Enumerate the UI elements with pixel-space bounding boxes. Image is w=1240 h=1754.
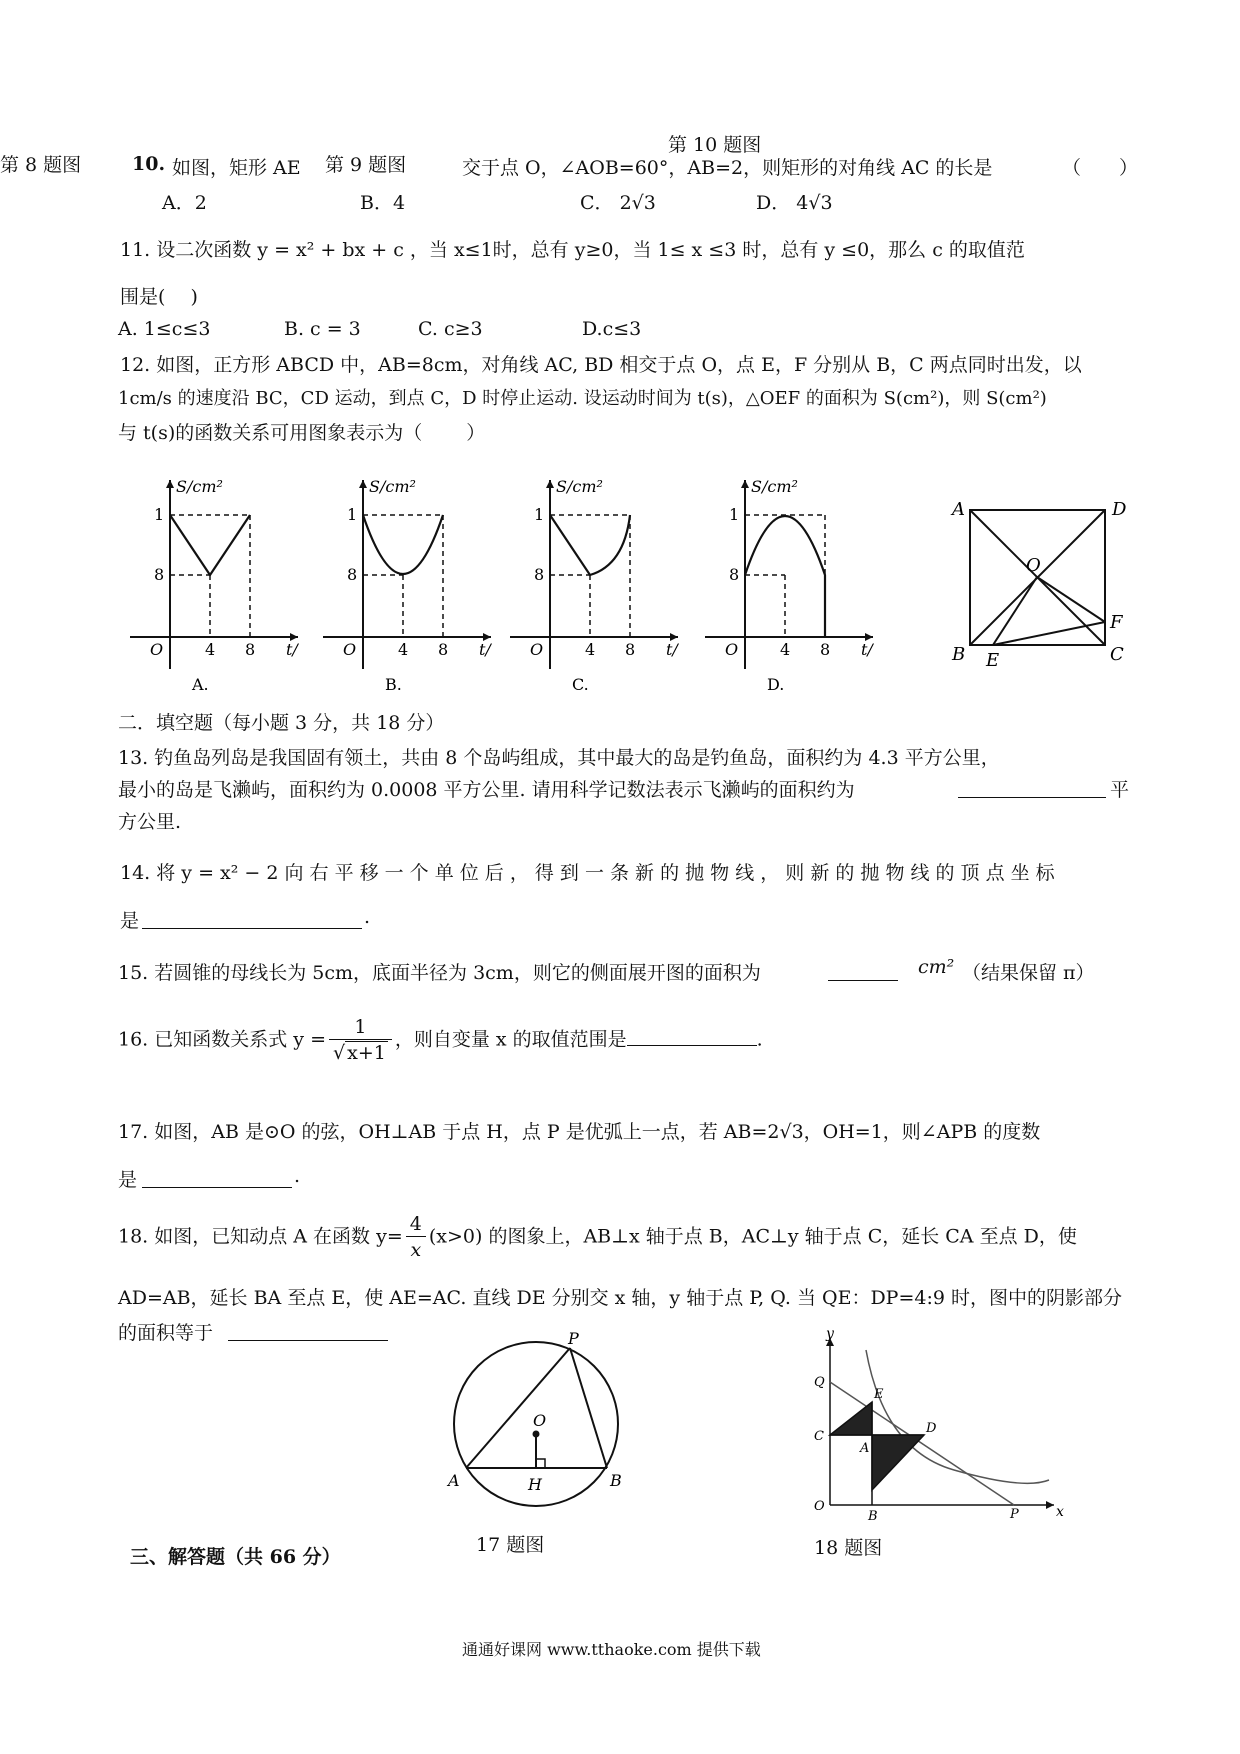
- q10-stem-b: 交于点 O，∠AOB=60°，AB=2，则矩形的对角线 AC 的长是: [462, 157, 993, 179]
- q16-post: ，则自变量 x 的取值范围是: [394, 1028, 627, 1051]
- q11-line2: 围是( ): [120, 286, 198, 308]
- q10-option-b: B．4: [360, 192, 406, 214]
- graph-origin: O: [530, 640, 544, 659]
- q18-line3: 的面积等于: [118, 1322, 214, 1344]
- q17-line2: 是: [118, 1169, 138, 1191]
- fig18-label-e: E: [874, 1387, 884, 1402]
- square-label-f: F: [1110, 612, 1123, 633]
- graph-origin: O: [725, 640, 739, 659]
- graph-xlabel: t/: [286, 640, 298, 659]
- q13-line2-end: 平: [1110, 779, 1130, 801]
- q12-graphs: [120, 470, 1140, 710]
- graph-option-label: A.: [192, 675, 209, 694]
- q18-fraction: [406, 1212, 426, 1263]
- q12-graph-d: [705, 477, 874, 694]
- graph-ylabel: S/cm²: [751, 477, 798, 496]
- graph-y-tick-top: 1: [729, 505, 740, 524]
- graph-ylabel: S/cm²: [176, 477, 223, 496]
- figure-18: [804, 1330, 1064, 1530]
- section-3-title: 三、解答题（共 66 分）: [130, 1546, 341, 1568]
- page-footer: 通通好课网 www.tthaoke.com 提供下载: [462, 1640, 761, 1659]
- fig18-label-b: B: [868, 1509, 878, 1524]
- graph-option-label: D.: [767, 675, 785, 694]
- graph-x-tick-8: 8: [625, 640, 636, 659]
- q18-line1: [118, 1212, 1077, 1263]
- q12-line3: 与 t(s)的函数关系可用图象表示为（ ）: [118, 422, 486, 444]
- q13-answer-blank[interactable]: [958, 779, 1106, 798]
- q16-answer-blank[interactable]: [627, 1027, 757, 1046]
- fig17-label-o: O: [533, 1411, 547, 1430]
- fig18-label-p: P: [1010, 1507, 1019, 1522]
- fig17-label-b: B: [610, 1471, 622, 1490]
- q18-denominator: x: [410, 1239, 422, 1261]
- fig18-label-q: Q: [814, 1375, 825, 1390]
- q12-graph-c: [510, 477, 679, 694]
- q15-text: 15. 若圆锥的母线长为 5cm，底面半径为 3cm，则它的侧面展开图的面积为: [118, 962, 761, 984]
- graph-x-tick-8: 8: [820, 640, 831, 659]
- q16-denominator: x+1: [347, 1042, 386, 1064]
- graph-origin: O: [343, 640, 357, 659]
- square-label-a: A: [952, 499, 965, 520]
- section-2-title: 二．填空题（每小题 3 分，共 18 分）: [118, 712, 445, 734]
- q14-line2-end: .: [364, 906, 371, 928]
- question-16: [118, 1015, 763, 1066]
- fig8-caption: 第 8 题图: [0, 154, 82, 176]
- fig10-caption: 第 10 题图: [668, 134, 762, 156]
- fig9-caption: 第 9 题图: [325, 154, 407, 176]
- q14-line1: 14. 将 y = x² − 2 向 右 平 移 一 个 单 位 后 ， 得 到 一 条 新 的 抛 物 线 ， 则 新 的 抛 物 线 的 顶 点 坐 标: [120, 862, 1055, 884]
- q18-pre: 18. 如图，已知动点 A 在函数 y=: [118, 1225, 403, 1248]
- square-label-b: B: [952, 644, 966, 665]
- fig17-label-p: P: [568, 1330, 579, 1348]
- q10-stem-a: 如图，矩形 AE: [172, 157, 301, 179]
- q18-answer-blank[interactable]: [228, 1322, 388, 1341]
- graph-x-tick-8: 8: [245, 640, 256, 659]
- graph-ylabel: S/cm²: [556, 477, 603, 496]
- q13-line1: 13. 钓鱼岛列岛是我国固有领土，共由 8 个岛屿组成，其中最大的岛是钓鱼岛，面积约为 4.3 平方公里，: [118, 747, 1000, 769]
- graph-x-tick-4: 4: [780, 640, 791, 659]
- q14-answer-blank[interactable]: [142, 910, 362, 929]
- fig18-label-y: y: [826, 1330, 834, 1342]
- graph-y-tick-mid: 8: [347, 565, 358, 584]
- q13-line2: 最小的岛是飞濑屿，面积约为 0.0008 平方公里. 请用科学记数法表示飞濑屿的面积约为: [118, 779, 855, 801]
- graph-x-tick-4: 4: [205, 640, 216, 659]
- graph-y-tick-mid: 8: [154, 565, 165, 584]
- q15-unit: cm²: [918, 956, 955, 978]
- q18-line2: AD=AB，延长 BA 至点 E，使 AE=AC. 直线 DE 分别交 x 轴，y 轴于点 P, Q. 当 QE：DP=4:9 时，图中的阴影部分: [118, 1287, 1122, 1309]
- figure-17: [440, 1330, 640, 1510]
- graph-y-tick-top: 1: [347, 505, 358, 524]
- square-label-o: O: [1026, 555, 1041, 576]
- q10-number: 10.: [132, 153, 166, 175]
- q17-line1: 17. 如图，AB 是⊙O 的弦，OH⊥AB 于点 H，点 P 是优弧上一点，若 AB=2√3，OH=1，则∠APB 的度数: [118, 1121, 1041, 1143]
- fig18-label-d: D: [926, 1421, 937, 1436]
- graph-x-tick-4: 4: [585, 640, 596, 659]
- fig18-label-x: x: [1056, 1504, 1064, 1520]
- fig18-label-a: A: [860, 1441, 870, 1456]
- fig17-label-h: H: [528, 1475, 542, 1494]
- q16-pre: 16. 已知函数关系式 y =: [118, 1028, 326, 1051]
- fig17-caption: 17 题图: [476, 1534, 545, 1556]
- q11-option-d: D.c≤3: [582, 318, 642, 340]
- q17-answer-blank[interactable]: [142, 1169, 292, 1188]
- q13-line3: 方公里.: [118, 811, 182, 833]
- fig18-caption: 18 题图: [814, 1537, 883, 1559]
- graph-y-tick-mid: 8: [534, 565, 545, 584]
- graph-option-label: C.: [572, 675, 589, 694]
- graph-x-tick-4: 4: [398, 640, 409, 659]
- graph-xlabel: t/: [479, 640, 491, 659]
- q16-end: .: [756, 1028, 763, 1051]
- q14-line2: 是: [120, 910, 140, 932]
- q12-line1: 12. 如图，正方形 ABCD 中，AB=8cm，对角线 AC, BD 相交于点 O，点 E，F 分别从 B，C 两点同时出发，以: [120, 354, 1082, 376]
- q15-answer-blank[interactable]: [828, 962, 898, 981]
- q12-graph-a: [130, 477, 299, 694]
- q11-option-a: A. 1≤c≤3: [118, 318, 211, 340]
- q16-numerator: 1: [329, 1015, 392, 1040]
- q18-post: (x>0) 的图象上，AB⊥x 轴于点 B，AC⊥y 轴于点 C，延长 CA 至点 D，使: [428, 1225, 1077, 1248]
- q10-option-c: C． 2√3: [580, 192, 656, 214]
- q10-option-d: D． 4√3: [756, 192, 833, 214]
- graph-xlabel: t/: [666, 640, 678, 659]
- graph-origin: O: [150, 640, 164, 659]
- square-label-e: E: [986, 650, 1000, 671]
- graph-ylabel: S/cm²: [369, 477, 416, 496]
- q16-fraction: $\frac{1}{√ x+1}$: [329, 1015, 392, 1066]
- q18-numerator: 4: [406, 1212, 426, 1237]
- q12-square-figure: [950, 499, 1127, 671]
- graph-option-label: B.: [385, 675, 402, 694]
- fig17-label-a: A: [448, 1471, 460, 1490]
- square-label-c: C: [1110, 644, 1124, 665]
- q11-line1: 11. 设二次函数 y = x² + bx + c ，当 x≤1时，总有 y≥0，当 1≤ x ≤3 时，总有 y ≤0，那么 c 的取值范: [120, 239, 1025, 261]
- graph-xlabel: t/: [861, 640, 873, 659]
- q12-graph-b: [323, 477, 492, 694]
- q10-paren: （ ）: [1062, 157, 1139, 179]
- graph-y-tick-mid: 8: [729, 565, 740, 584]
- square-label-d: D: [1112, 499, 1127, 520]
- graph-y-tick-top: 1: [534, 505, 545, 524]
- q15-note: （结果保留 π）: [962, 962, 1095, 984]
- graph-x-tick-8: 8: [438, 640, 449, 659]
- fig18-label-o: O: [814, 1499, 825, 1514]
- q11-option-b: B. c = 3: [284, 318, 361, 340]
- graph-y-tick-top: 1: [154, 505, 165, 524]
- q10-option-a: A．2: [162, 192, 207, 214]
- q11-option-c: C. c≥3: [418, 318, 483, 340]
- q12-line2: 1cm/s 的速度沿 BC，CD 运动，到点 C，D 时停止运动. 设运动时间为 t(s)，△OEF 的面积为 S(cm²)，则 S(cm²): [118, 388, 1047, 409]
- q17-line2-end: .: [294, 1165, 301, 1187]
- fig18-label-c: C: [814, 1429, 824, 1444]
